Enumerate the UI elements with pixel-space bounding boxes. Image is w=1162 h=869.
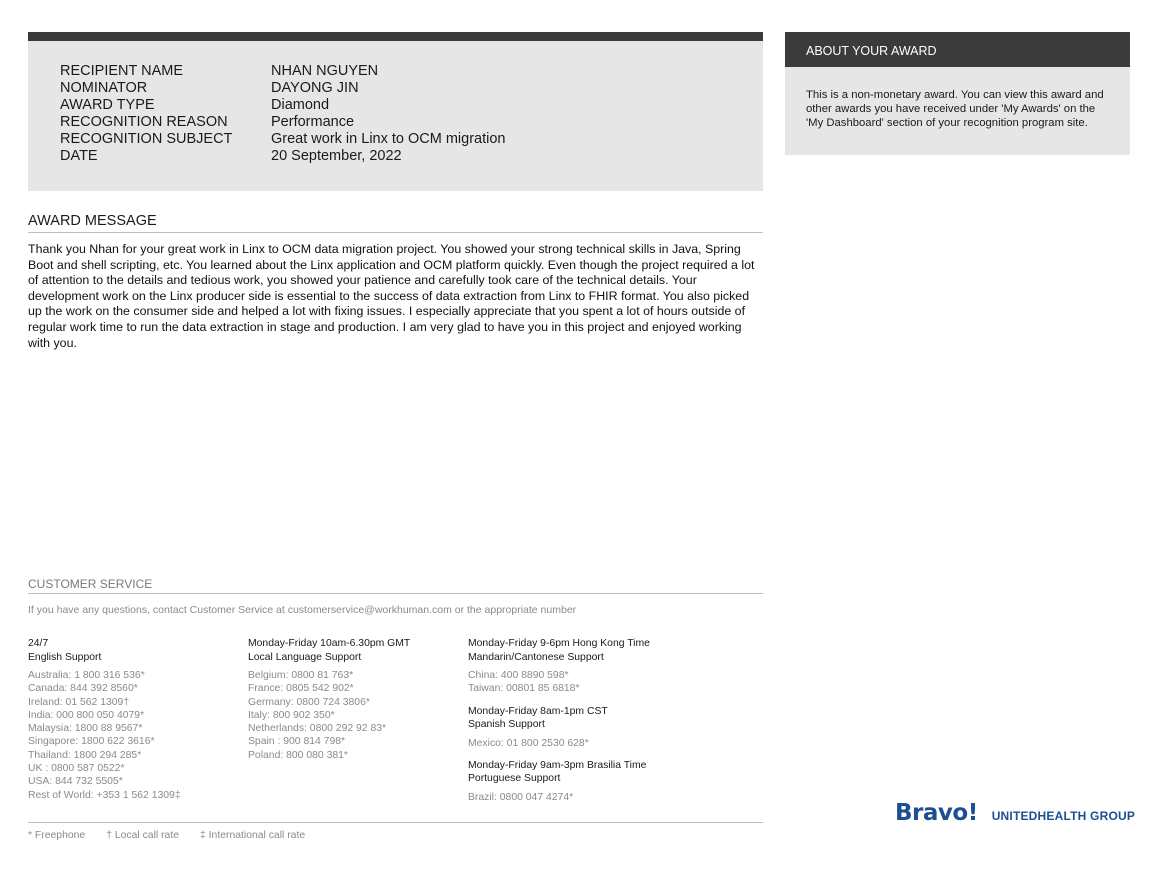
award-details-card (28, 32, 763, 191)
phone-line: France: 0805 542 902* (248, 683, 354, 695)
detail-row-reason (60, 114, 506, 131)
award-message-text: Thank you Nhan for your great work in Linx to OCM data migration project. You showed your strong technical skills in Java, Spring Boot and shell scripting, etc. You learned about the Linx application and OCM platform quickly. Even though the project required a lot of attention to the details and tedious work, you showed your patience and carefully took care of the technical details. Your development work on the Linx producer side is essential to the success of data extraction from Linx to FHIR format. You also picked up the work on the consumer side and helped a lot with fixing issues. I especially appreciate that you spent a lot of hours outside of regular work time to run the data extraction in stage and production. I am very glad to have you in this project and enjoyed working with you. (28, 242, 755, 350)
phone-line: Italy: 800 902 350* (248, 709, 335, 721)
detail-value: Great work in Linx to OCM migration (271, 131, 506, 147)
phone-line: UK : 0800 587 0522* (28, 763, 125, 775)
support-language: Portuguese Support (468, 773, 561, 785)
support-hours: Monday-Friday 10am-6.30pm GMT (248, 638, 411, 649)
support-block-portuguese (468, 759, 650, 804)
detail-row-recipient (60, 63, 506, 80)
detail-label: RECOGNITION SUBJECT (60, 131, 233, 147)
rate-legend (28, 830, 305, 841)
about-award-title: ABOUT YOUR AWARD (785, 32, 1130, 67)
customer-service-title: CUSTOMER SERVICE (28, 577, 763, 594)
detail-value: DAYONG JIN (271, 80, 359, 96)
detail-row-nominator (60, 80, 506, 97)
phone-line: Brazil: 0800 047 4274* (468, 791, 574, 803)
phone-list (248, 669, 410, 762)
bravo-logo: Bravo! (895, 800, 978, 826)
detail-value: 20 September, 2022 (271, 148, 402, 164)
phone-line: Rest of World: +353 1 562 1309‡ (28, 789, 181, 801)
phone-line: Malaysia: 1800 88 9567* (28, 723, 143, 735)
about-award-text: This is a non-monetary award. You can view this award and other awards you have received under 'My Awards' on the 'My Dashboard' section of your recognition program site. (806, 89, 1104, 129)
detail-row-subject (60, 131, 506, 148)
detail-value: NHAN NGUYEN (271, 63, 379, 79)
phone-line: Mexico: 01 800 2530 628* (468, 737, 589, 749)
phone-line: Canada: 844 392 8560* (28, 683, 138, 695)
support-language: Spanish Support (468, 719, 545, 731)
customer-service-intro: If you have any questions, contact Customer Service at customerservice@workhuman.com or the appropriate number (28, 604, 577, 616)
phone-line: Spain : 900 814 798* (248, 736, 346, 748)
phone-line: Singapore: 1800 622 3616* (28, 736, 155, 748)
unitedhealth-group-logo: UNITEDHEALTH GROUP (991, 809, 1136, 823)
detail-row-award-type (60, 97, 506, 114)
support-column-local-language (248, 637, 410, 762)
phone-list (468, 791, 650, 804)
support-language: English Support (28, 651, 102, 663)
detail-label: RECOGNITION REASON (60, 114, 228, 130)
detail-label: NOMINATOR (60, 80, 148, 96)
card-top-bar (28, 32, 763, 41)
detail-value: Performance (271, 114, 355, 130)
phone-line: Ireland: 01 562 1309† (28, 696, 130, 708)
detail-label: DATE (60, 148, 98, 164)
support-hours: 24/7 (28, 638, 49, 649)
phone-line: Poland: 800 080 381* (248, 749, 348, 761)
phone-line: Germany: 0800 724 3806* (248, 696, 370, 708)
legend-local-rate: † Local call rate (106, 830, 179, 841)
support-block-spanish (468, 705, 650, 750)
brand-logos (895, 800, 1135, 826)
support-hours: Monday-Friday 9am-3pm Brasilia Time (468, 759, 647, 771)
award-message-title: AWARD MESSAGE (28, 213, 763, 233)
phone-line: Netherlands: 0800 292 92 83* (248, 723, 387, 735)
footer-divider (28, 822, 763, 823)
about-award-panel (785, 32, 1130, 155)
support-language: Mandarin/Cantonese Support (468, 651, 604, 663)
phone-line: Australia: 1 800 316 536* (28, 670, 145, 681)
phone-list (468, 669, 650, 696)
phone-line: Thailand: 1800 294 285* (28, 749, 142, 761)
detail-label: RECIPIENT NAME (60, 63, 184, 79)
support-hours: Monday-Friday 9-6pm Hong Kong Time (468, 638, 650, 649)
support-block-mandarin (468, 637, 650, 696)
phone-line: India: 000 800 050 4079* (28, 709, 145, 721)
detail-row-date (60, 148, 506, 165)
detail-label: AWARD TYPE (60, 97, 155, 113)
legend-international-rate: ‡ International call rate (199, 830, 306, 841)
legend-freephone: * Freephone (28, 830, 86, 841)
phone-line: China: 400 8890 598* (468, 670, 569, 681)
detail-value: Diamond (271, 97, 330, 113)
phone-line: Belgium: 0800 81 763* (248, 670, 354, 681)
phone-list (468, 737, 650, 750)
phone-line: USA: 844 732 5505* (28, 776, 123, 788)
support-column-english (28, 637, 181, 802)
support-column-regional (468, 637, 650, 813)
support-hours: Monday-Friday 8am-1pm CST (468, 705, 608, 717)
support-language: Local Language Support (248, 651, 362, 663)
phone-line: Taiwan: 00801 85 6818* (468, 683, 580, 695)
phone-list (28, 669, 181, 802)
award-details (60, 63, 506, 165)
